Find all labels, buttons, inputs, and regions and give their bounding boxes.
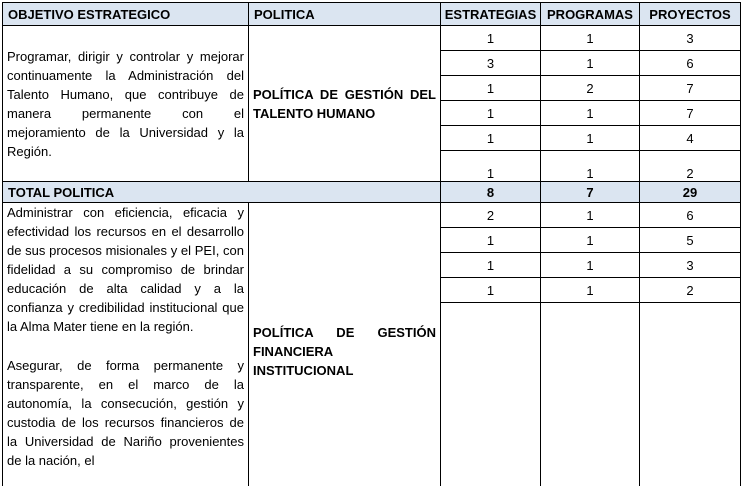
objetivo-text-2: Asegurar, de forma permanente y transparente, en el marco de la autonomía, la consecución, gestión y custodia de los recursos financieros de la Universidad de Nariño provenientes de la nación, el — [7, 358, 244, 468]
objetivo-text: Programar, dirigir y controlar y mejorar continuamente la Administración del Talento Humano, que contribuye de manera permanente con el mejoramiento de la Universidad y la Región. — [7, 48, 244, 159]
header-politica: POLITICA — [249, 3, 441, 26]
cell-programas: 1 — [541, 253, 640, 278]
cell-estrategias: 3 — [441, 51, 541, 76]
cell-proyectos: 2 — [640, 278, 741, 303]
header-programas: PROGRAMAS — [541, 3, 640, 26]
cell-programas: 1 — [541, 51, 640, 76]
objetivo-financiera — [3, 203, 249, 486]
header-estrategias: ESTRATEGIAS — [441, 3, 541, 26]
empty-cell — [441, 303, 541, 486]
empty-cell — [541, 303, 640, 486]
cell-proyectos: 5 — [640, 228, 741, 253]
cell-estrategias: 1 — [441, 101, 541, 126]
cell-proyectos: 3 — [640, 253, 741, 278]
cell-estrategias: 1 — [441, 26, 541, 51]
cell-estrategias: 1 — [441, 151, 541, 182]
empty-cell — [640, 303, 741, 486]
objetivo-text-1: Administrar con eficiencia, eficacia y efectividad los recursos en el desarrollo de sus procesos misionales y el PEI, con fidelidad a su compromiso de brindar educación de alta calidad y a la confianza y credibilidad institucional que la Alma Mater tiene en la región. — [7, 205, 244, 334]
cell-programas: 1 — [541, 101, 640, 126]
cell-programas: 2 — [541, 76, 640, 101]
total-proyectos: 29 — [640, 182, 741, 203]
cell-estrategias: 1 — [441, 278, 541, 303]
cell-proyectos: 6 — [640, 203, 741, 228]
cell-programas: 1 — [541, 151, 640, 182]
politica-talento-humano: POLÍTICA DE GESTIÓN DEL TALENTO HUMANO — [249, 26, 441, 182]
objetivo-talento-humano — [3, 26, 249, 182]
cell-estrategias: 1 — [441, 76, 541, 101]
cell-programas: 1 — [541, 26, 640, 51]
header-objetivo: OBJETIVO ESTRATEGICO — [3, 3, 249, 26]
cell-estrategias: 2 — [441, 203, 541, 228]
cell-estrategias: 1 — [441, 228, 541, 253]
cell-programas: 1 — [541, 228, 640, 253]
total-row — [3, 182, 741, 203]
table-row — [3, 203, 741, 228]
politica-financiera: POLÍTICA DE GESTIÓN FINANCIERA INSTITUCIONAL — [249, 203, 441, 486]
cell-proyectos: 6 — [640, 51, 741, 76]
table-row — [3, 26, 741, 51]
cell-programas: 1 — [541, 126, 640, 151]
total-programas: 7 — [541, 182, 640, 203]
strategy-table — [2, 2, 741, 486]
paragraph-gap — [7, 336, 244, 356]
cell-proyectos: 4 — [640, 126, 741, 151]
cell-programas: 1 — [541, 278, 640, 303]
cell-proyectos: 2 — [640, 151, 741, 182]
total-estrategias: 8 — [441, 182, 541, 203]
cell-estrategias: 1 — [441, 126, 541, 151]
cell-proyectos: 3 — [640, 26, 741, 51]
header-proyectos: PROYECTOS — [640, 3, 741, 26]
cell-proyectos: 7 — [640, 76, 741, 101]
table-header-row — [3, 3, 741, 26]
total-label: TOTAL POLITICA — [3, 182, 441, 203]
cell-estrategias: 1 — [441, 253, 541, 278]
cell-programas: 1 — [541, 203, 640, 228]
cell-proyectos: 7 — [640, 101, 741, 126]
